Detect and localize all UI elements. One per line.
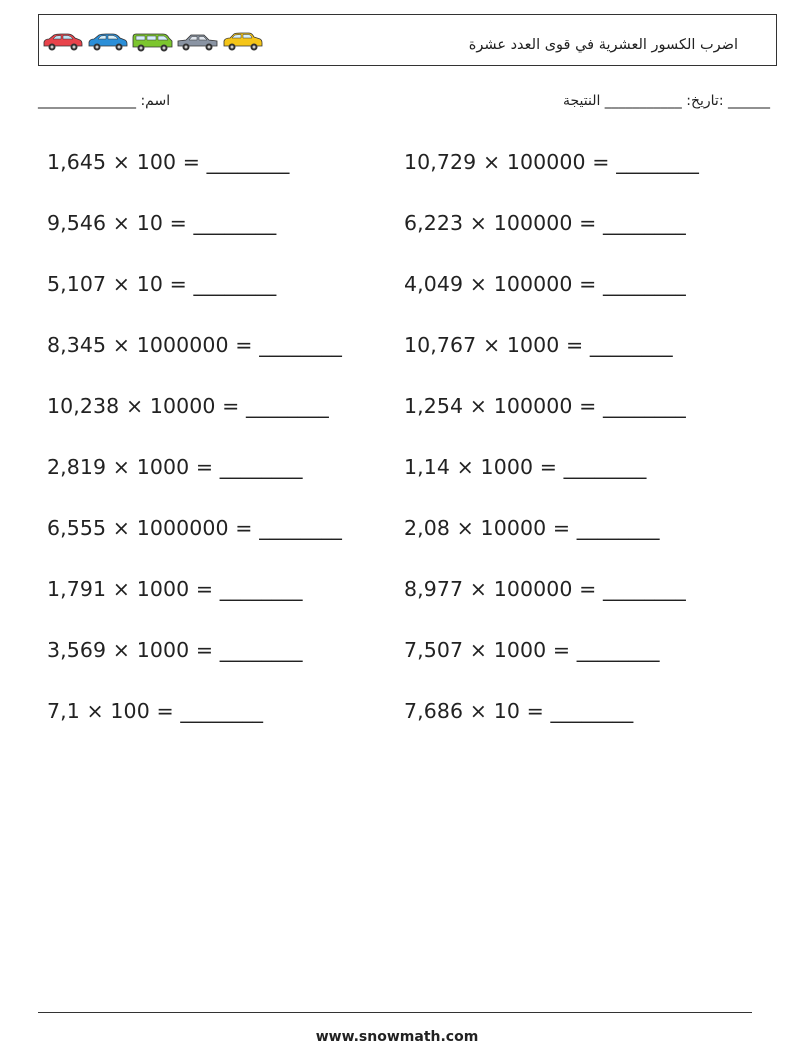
problem-right-10: 7,686 × 10 = ________ <box>404 699 634 723</box>
problem-right-4: 10,767 × 1000 = ________ <box>404 333 673 357</box>
footer-url[interactable]: www.snowmath.com <box>315 1029 479 1045</box>
footer-divider <box>38 1012 752 1013</box>
date-result-line: ______ :تاريخ: ___________ النتيجة <box>562 93 770 109</box>
problem-right-5: 1,254 × 100000 = ________ <box>404 394 686 418</box>
yellow-car-icon <box>221 31 264 53</box>
problem-left-8: 1,791 × 1000 = ________ <box>47 577 303 601</box>
name-line: اسم: ______________ <box>38 93 171 109</box>
problem-left-1: 1,645 × 100 = ________ <box>47 150 290 174</box>
problem-left-9: 3,569 × 1000 = ________ <box>47 638 303 662</box>
problem-right-8: 8,977 × 100000 = ________ <box>404 577 686 601</box>
problem-left-4: 8,345 × 1000000 = ________ <box>47 333 343 357</box>
car-icons-row <box>41 31 264 53</box>
problem-right-2: 6,223 × 100000 = ________ <box>404 211 686 235</box>
problem-left-10: 7,1 × 100 = ________ <box>47 699 264 723</box>
problem-left-7: 6,555 × 1000000 = ________ <box>47 516 343 540</box>
gray-car-icon <box>176 31 219 53</box>
header-box <box>38 14 777 66</box>
problem-left-5: 10,238 × 10000 = ________ <box>47 394 329 418</box>
problem-right-3: 4,049 × 100000 = ________ <box>404 272 686 296</box>
problem-right-6: 1,14 × 1000 = ________ <box>404 455 647 479</box>
problem-right-9: 7,507 × 1000 = ________ <box>404 638 660 662</box>
problem-left-6: 2,819 × 1000 = ________ <box>47 455 303 479</box>
problem-left-2: 9,546 × 10 = ________ <box>47 211 277 235</box>
worksheet-title: اضرب الكسور العشرية في قوى العدد عشرة <box>468 37 738 53</box>
red-car-icon <box>41 31 84 53</box>
blue-car-icon <box>86 31 129 53</box>
problem-left-3: 5,107 × 10 = ________ <box>47 272 277 296</box>
green-van-icon <box>131 31 174 53</box>
problem-right-1: 10,729 × 100000 = ________ <box>404 150 700 174</box>
problem-right-7: 2,08 × 10000 = ________ <box>404 516 660 540</box>
